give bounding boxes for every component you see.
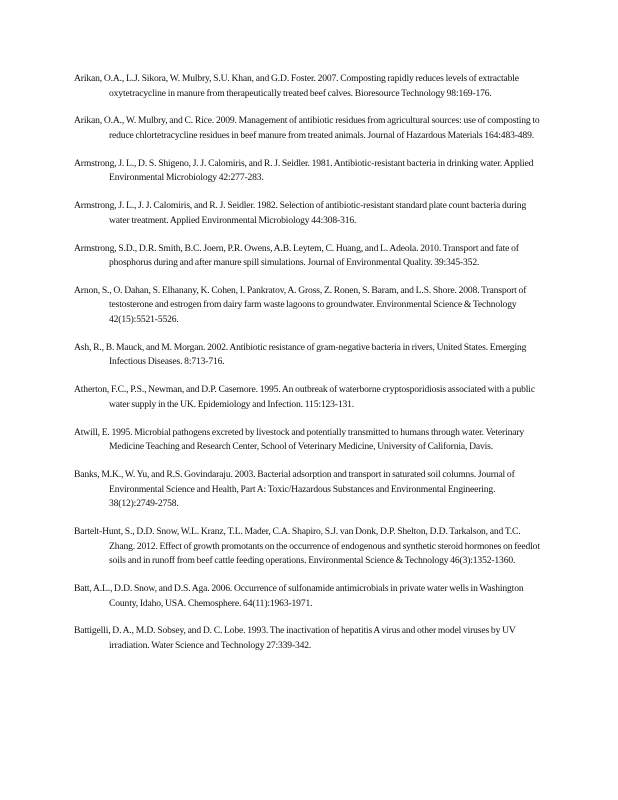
reference-entry: Armstrong, J. L., J. J. Calomiris, and R. J. Seidler. 1982. Selection of antibiotic-resistant standard plate count bacteria during water treatment. Applied Environmental Microbiology 44:308-316.: [74, 200, 527, 226]
reference-entry: Bartelt-Hunt, S., D.D. Snow, W.L. Kranz, T.L. Mader, C.A. Shapiro, S.J. van Donk, D.P. Shelton, D.D. Tarkalson, and T.C. Zhang. 2012. Effect of growth promotants on the occurrence of endogenous and synthetic steroid hormones on feedlot soils and in runoff from beef cattle feeding operations. Environmental Science & Technology 46(3):1352-1360.: [74, 525, 540, 567]
reference-entry: Ash, R., B. Mauck, and M. Morgan. 2002. Antibiotic resistance of gram-negative bacteria in rivers, United States. Emerging Infectious Diseases. 8:713-716.: [74, 341, 527, 368]
reference-list: [74, 72, 544, 667]
reference-entry: Armstrong, S.D., D.R. Smith, B.C. Joern, P.R. Owens, A.B. Leytem, C. Huang, and L. Adeola. 2010. Transport and fate of phosphorus during and after manure spill simulations. Journal of Environmental Quality. 39:345-352.: [74, 242, 519, 269]
reference-entry: Arikan, O.A., L.J. Sikora, W. Mulbry, S.U. Khan, and G.D. Foster. 2007. Composting rapidly reduces levels of extractable oxytetracycline in manure from therapeutically treated beef calves. Bioresource Technology 98:169-176.: [74, 73, 519, 99]
reference-entry: Banks, M.K., W. Yu, and R.S. Govindaraju. 2003. Bacterial adsorption and transport in saturated soil columns. Journal of Environmental Science and Health, Part A: Toxic/Hazardous Substances and Environmental Engineering. 38(12):2749-2758.: [74, 468, 515, 510]
reference-entry: Arikan, O.A., W. Mulbry, and C. Rice. 2009. Management of antibiotic residues from agricultural sources: use of composting to reduce chlortetracycline residues in beef manure from treated animals. Journal of Hazardous Materials 164:483-489.: [74, 115, 540, 141]
reference-entry: Battigelli, D. A., M.D. Sobsey, and D. C. Lobe. 1993. The inactivation of hepatitis A virus and other model viruses by UV irradiation. Water Science and Technology 27:339-342.: [74, 625, 516, 651]
reference-entry: Batt, A.L., D.D. Snow, and D.S. Aga. 2006. Occurrence of sulfonamide antimicrobials in private water wells in Washington County, Idaho, USA. Chemosphere. 64(11):1963-1971.: [74, 582, 524, 609]
reference-entry: Armstrong, J. L., D. S. Shigeno, J. J. Calomiris, and R. J. Seidler. 1981. Antibiotic-resistant bacteria in drinking water. Applied Environmental Microbiology 42:277-283.: [74, 157, 534, 184]
reference-entry: Arnon, S., O. Dahan, S. Elhanany, K. Cohen, I. Pankratov, A. Gross, Z. Ronen, S. Baram, and L.S. Shore. 2008. Transport of testosterone and estrogen from dairy farm waste lagoons to groundwater. Environmental Science & Technology 42(15):5521-5526.: [74, 284, 527, 326]
reference-entry: Atherton, F.C., P.S., Newman, and D.P. Casemore. 1995. An outbreak of waterborne cryptosporidiosis associated with a public water supply in the UK. Epidemiology and Infection. 115:123-131.: [74, 384, 535, 410]
reference-entry: Atwill, E. 1995. Microbial pathogens excreted by livestock and potentially transmitted to humans through water. Veterinary Medicine Teaching and Research Center, School of Veterinary Medicine, University of California, Davis.: [74, 426, 525, 453]
